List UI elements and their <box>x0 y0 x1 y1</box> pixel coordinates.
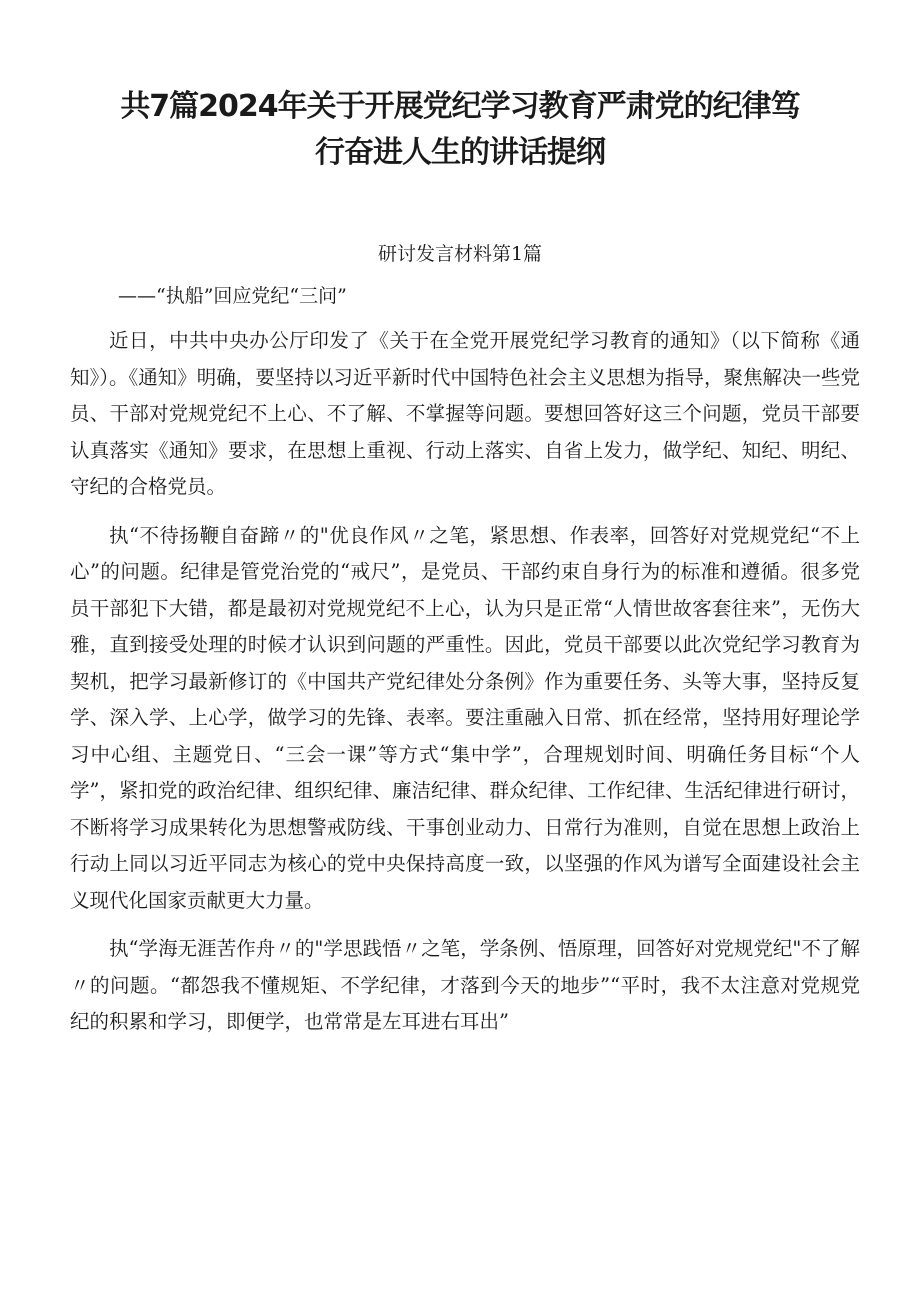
paragraph: 执“不待扬鞭自奋蹄〃的"优良作风〃之笔，紧思想、作表率，回答好对党规党纪“不上心”的问题。纪律是管党治党的“戒尺”，是党员、干部约束自身行为的标准和遵循。很多党员干部犯下大错，都是最初对党规党纪不上心，认为只是正常“人情世故客套往来”，无伤大雅，直到接受处理的时候才认识到问题的严重性。因此，党员干部要以此次党纪学习教育为契机，把学习最新修订的《中国共产党纪律处分条例》作为重要任务、头等大事，坚持反复学、深入学、上心学，做学习的先锋、表率。要注重融入日常、抓在经常，坚持用好理论学习中心组、主题党日、“三会一课”等方式“集中学”，合理规划时间、明确任务目标“个人学”，紧扣党的政治纪律、组织纪律、廉洁纪律、群众纪律、工作纪律、生活纪律进行研讨，不断将学习成果转化为思想警戒防线、干事创业动力、日常行为准则，自觉在思想上政治上行动上同以习近平同志为核心的党中央保持高度一致，以坚强的作风为谱写全面建设社会主义现代化国家贡献更大力量。 <box>70 523 860 912</box>
title-line-2: 行奋进人生的讲话提纲 <box>315 135 605 170</box>
document-title <box>70 84 850 176</box>
byline: ——“执船”回应党纪“三问” <box>118 285 347 307</box>
paragraph: 执“学海无涯苦作舟〃的"学思践悟〃之笔，学条例、悟原理，回答好对党规党纪"不了解〃的问题。“都怨我不懂规矩、不学纪律，才落到今天的地步”“平时，我不太注意对党规党纪的积累和学习，即便学，也常常是左耳进右耳出” <box>70 937 860 1033</box>
title-line-1: 共7篇2024年关于开展党纪学习教育严肃党的纪律笃 <box>120 89 800 124</box>
section-heading: 研讨发言材料第1篇 <box>377 243 543 265</box>
paragraph: 近日，中共中央办公厅印发了《关于在全党开展党纪学习教育的通知》（以下简称《通知》）。《通知》明确，要坚持以习近平新时代中国特色社会主义思想为指导，聚焦解决一些党员、干部对党规党纪不上心、不了解、不掌握等问题。要想回答好这三个问题，党员干部要认真落实《通知》要求，在思想上重视、行动上落实、自省上发力，做学纪、知纪、明纪、守纪的合格党员。 <box>70 329 860 498</box>
document-body <box>70 323 860 1053</box>
